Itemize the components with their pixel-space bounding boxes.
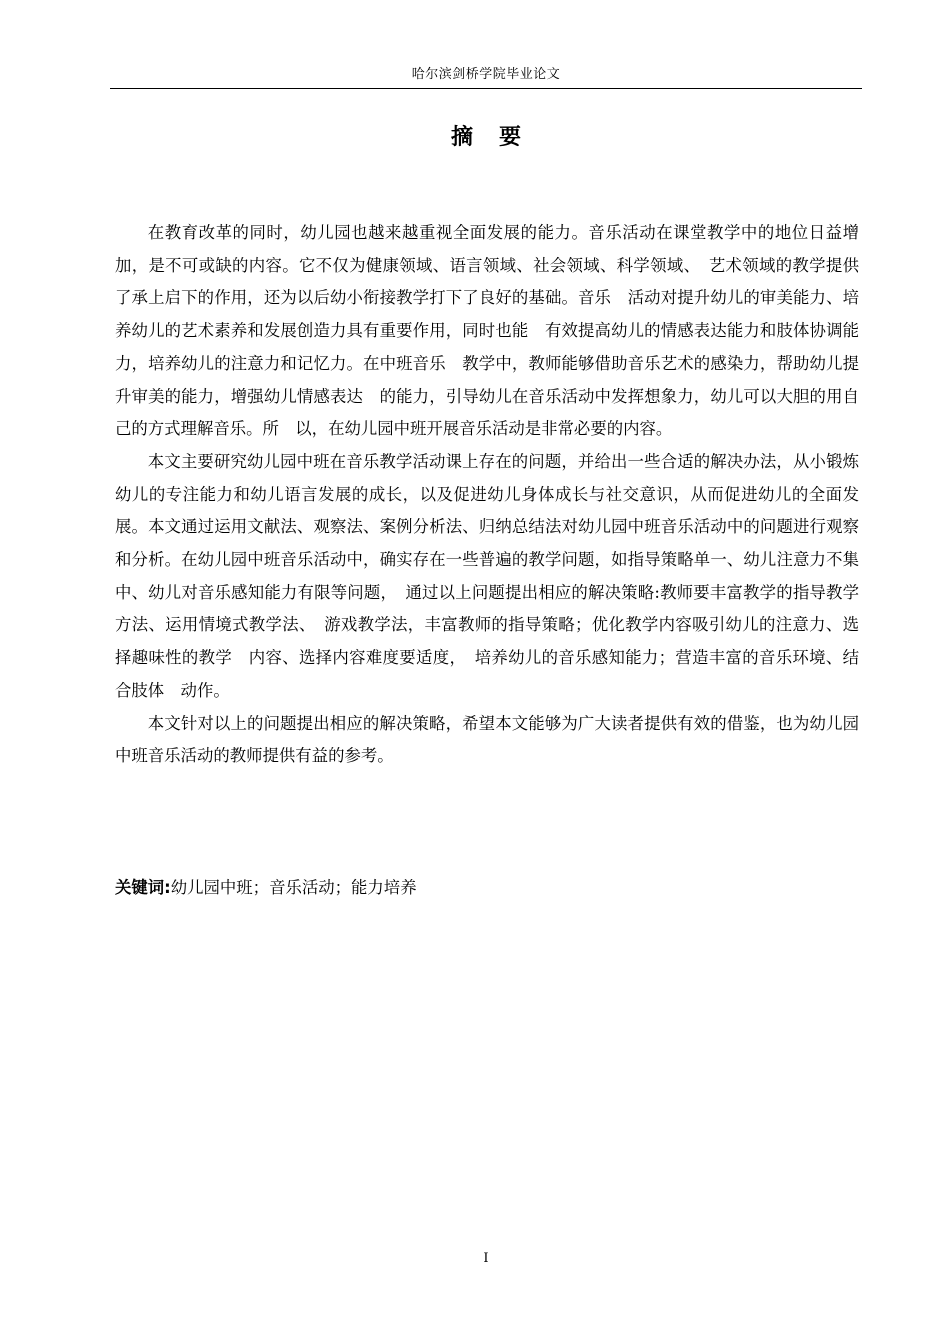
abstract-title: 摘要 (450, 125, 547, 150)
keywords-label: 关键词: (115, 878, 171, 897)
keywords-value: 幼儿园中班；音乐活动；能力培养 (170, 878, 417, 897)
page-number: I (483, 1251, 489, 1266)
keywords-line (115, 873, 859, 903)
running-header: 哈尔滨剑桥学院毕业论文 (411, 67, 561, 82)
header-divider (110, 88, 862, 89)
abstract-paragraph-3: 本文针对以上的问题提出相应的解决策略，希望本文能够为广大读者提供有效的借鉴，也为幼儿园中班音乐活动的教师提供有益的参考。 (115, 713, 859, 766)
abstract-paragraph-1: 在教育改革的同时，幼儿园也越来越重视全面发展的能力。音乐活动在课堂教学中的地位日益增加，是不可或缺的内容。它不仅为健康领域、语言领域、社会领域、科学领域、 艺术领域的教学提供了承上启下的作用，还为以后幼小衔接教学打下了良好的基础。音乐 活动对提升幼儿的审美能力、培养幼儿的艺术素养和发展创造力具有重要作用，同时也能 有效提高幼儿的情感表达能力和肢体协调能力，培养幼儿的注意力和记忆力。在中班音乐 教学中，教师能够借助音乐艺术的感染力，帮助幼儿提升审美的能力，增强幼儿情感表达 的能力，引导幼儿在音乐活动中发挥想象力，幼儿可以大胆的用自己的方式理解音乐。所 以，在幼儿园中班开展音乐活动是非常必要的内容。 (115, 223, 859, 439)
abstract-paragraph-2: 本文主要研究幼儿园中班在音乐教学活动课上存在的问题，并给出一些合适的解决办法，从小锻炼幼儿的专注能力和幼儿语言发展的成长，以及促进幼儿身体成长与社交意识，从而促进幼儿的全面发展。本文通过运用文献法、观察法、案例分析法、归纳总结法对幼儿园中班音乐活动中的问题进行观察和分析。在幼儿园中班音乐活动中，确实存在一些普遍的教学问题，如指导策略单一、幼儿注意力不集中、幼儿对音乐感知能力有限等问题， 通过以上问题提出相应的解决策略:教师要丰富教学的指导教学方法、运用情境式教学法、 游戏教学法，丰富教师的指导策略；优化教学内容吸引幼儿的注意力、选择趣味性的教学 内容、选择内容难度要适度， 培养幼儿的音乐感知能力；营造丰富的音乐环境、结合肢体 动作。 (115, 451, 859, 700)
abstract-body (115, 217, 859, 773)
